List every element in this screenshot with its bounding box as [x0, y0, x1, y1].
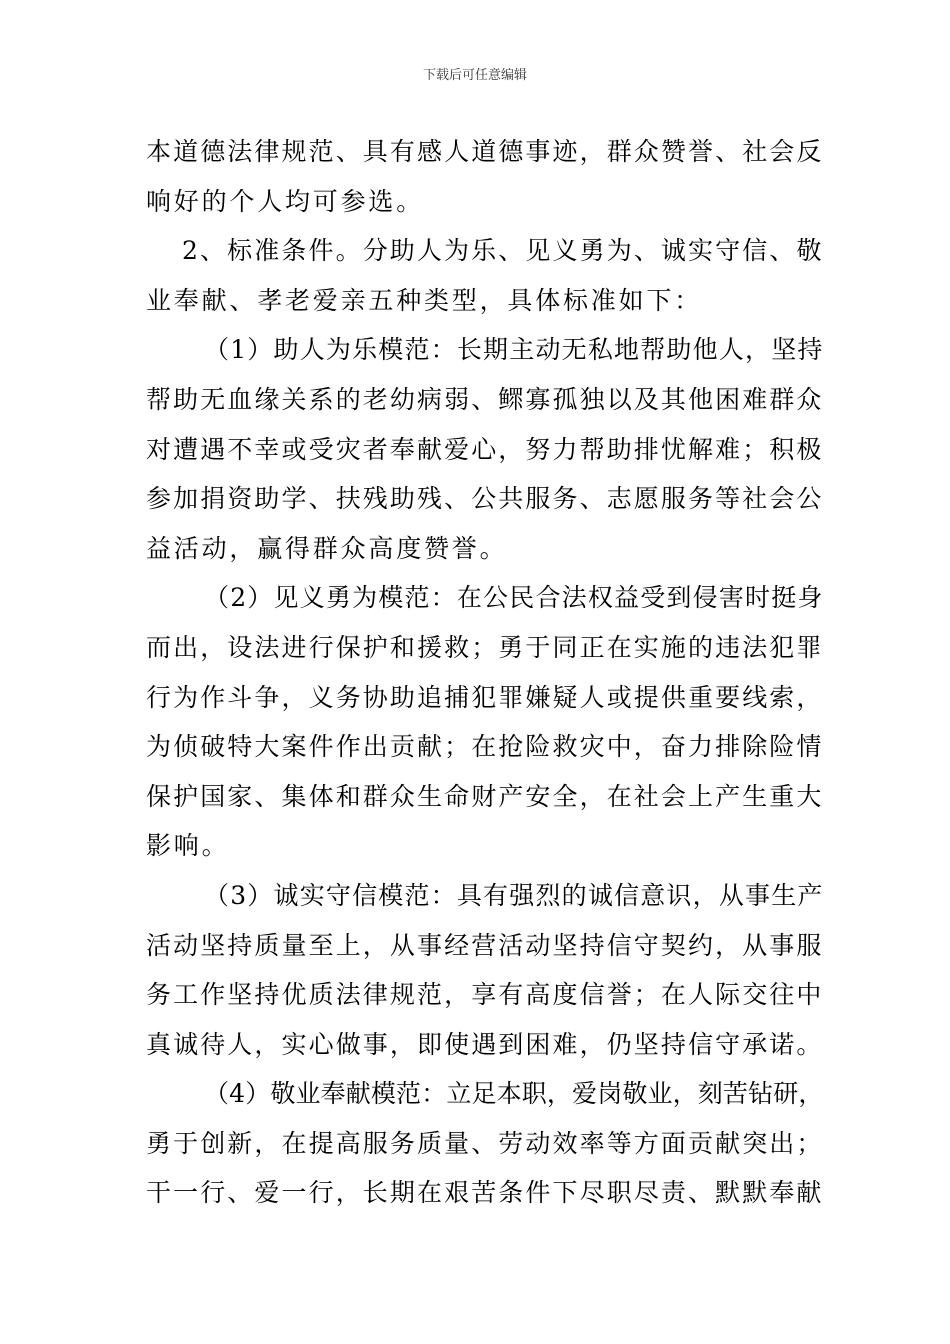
- text-line: 影响。: [146, 831, 230, 861]
- text-line: 行为作斗争，义务协助追捕犯罪嫌疑人或提供重要线索，: [146, 682, 824, 712]
- text-line: 活动坚持质量至上，从事经营活动坚持信守契约，从事服: [146, 930, 824, 960]
- text-line: 对遭遇不幸或受灾者奉献爱心，努力帮助排忧解难；积极: [146, 434, 824, 464]
- text-line: （4）敬业奉献模范：立足本职，爱岗敬业，刻苦钻研，: [204, 1079, 824, 1109]
- page-header: 下载后可任意编辑: [422, 68, 527, 83]
- text-line: 响好的个人均可参选。: [146, 186, 425, 216]
- text-line: 参加捐资助学、扶残助残、公共服务、志愿服务等社会公: [146, 484, 824, 514]
- text-line: 保护国家、集体和群众生命财产安全，在社会上产生重大: [146, 781, 824, 811]
- text-line: 为侦破特大案件作出贡献；在抢险救灾中，奋力排除险情: [146, 732, 824, 762]
- text-line: 勇于创新，在提高服务质量、劳动效率等方面贡献突出；: [146, 1128, 824, 1158]
- text-line: 2、标准条件。分助人为乐、见义勇为、诚实守信、敬: [182, 236, 824, 266]
- text-line: （3）诚实守信模范：具有强烈的诚信意识，从事生产: [204, 880, 824, 910]
- text-line: 务工作坚持优质法律规范，享有高度信誉；在人际交往中: [146, 980, 824, 1010]
- text-line: 真诚待人，实心做事，即使遇到困难，仍坚持信守承诺。: [146, 1029, 824, 1059]
- document-body: [146, 127, 826, 1218]
- text-line: 干一行、爱一行，长期在艰苦条件下尽职尽责、默默奉献: [146, 1178, 824, 1208]
- text-line: 本道德法律规范、具有感人道德事迹，群众赞誉、社会反: [146, 137, 824, 166]
- text-line: 益活动，赢得群众高度赞誉。: [146, 533, 508, 563]
- text-line: （2）见义勇为模范：在公民合法权益受到侵害时挺身: [204, 583, 824, 613]
- text-line: 帮助无血缘关系的老幼病弱、鳏寡孤独以及其他困难群众: [146, 384, 824, 414]
- text-line: （1）助人为乐模范：长期主动无私地帮助他人，坚持: [204, 335, 824, 365]
- text-line: 而出，设法进行保护和援救；勇于同正在实施的违法犯罪: [146, 632, 824, 662]
- text-line: 业奉献、孝老爱亲五种类型，具体标准如下：: [146, 285, 703, 315]
